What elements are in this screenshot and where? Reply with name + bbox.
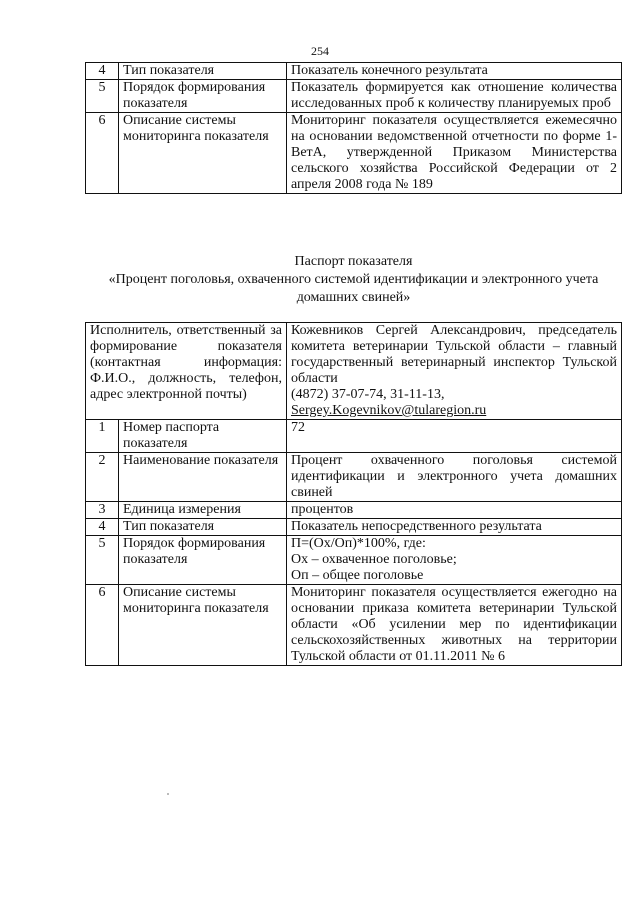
table-row	[86, 585, 622, 666]
executor-phone: (4872) 37-07-74, 31-11-13,	[291, 387, 445, 402]
row-label: Тип показателя	[119, 519, 287, 536]
row-label: Описание системы мониторинга показателя	[119, 585, 287, 666]
executor-value	[287, 323, 622, 420]
row-value: Мониторинг показателя осуществляется ежегодно на основании приказа комитета ветеринарии Тульской области «Об усилении мер по идентификации сельскохозяйственных животных на территории Тульской области от 01.11.2011 № 6	[287, 585, 622, 666]
row-number: 3	[86, 502, 119, 519]
executor-name: Кожевников Сергей Александрович, председатель комитета ветеринарии Тульской области – главный государственный ветеринарный инспектор Тульской области	[291, 323, 617, 386]
row-label: Порядок формирования показателя	[119, 536, 287, 585]
row-value: Показатель непосредственного результата	[287, 519, 622, 536]
table-row	[86, 502, 622, 519]
table-row	[86, 63, 622, 80]
row-value: Показатель формируется как отношение количества исследованных проб к количеству планируемых проб	[287, 80, 622, 113]
row-label: Наименование показателя	[119, 453, 287, 502]
row-value: Процент охваченного поголовья системой идентификации и электронного учета домашних свиней	[287, 453, 622, 502]
row-number: 4	[86, 63, 119, 80]
scan-speck	[167, 793, 169, 795]
formula-line: П=(Ох/Оп)*100%, где:	[291, 536, 426, 551]
table-row	[86, 536, 622, 585]
row-value: 72	[287, 420, 622, 453]
passport-heading: Паспорт показателя	[294, 254, 413, 269]
row-value: Мониторинг показателя осуществляется ежемесячно на основании ведомственной отчетности по форме 1-ВетА, утвержденной Приказом Министерства сельского хозяйства Российской Федерации от 2 апреля 2008 года № 189	[287, 113, 622, 194]
row-label: Описание системы мониторинга показателя	[119, 113, 287, 194]
row-number: 6	[86, 113, 119, 194]
table-row	[86, 453, 622, 502]
row-number: 5	[86, 536, 119, 585]
row-number: 4	[86, 519, 119, 536]
row-label: Номер паспорта показателя	[119, 420, 287, 453]
indicator-table-continued	[85, 62, 622, 194]
table-row	[86, 420, 622, 453]
row-value: Показатель конечного результата	[287, 63, 622, 80]
indicator-passport-table	[85, 322, 622, 666]
row-number: 1	[86, 420, 119, 453]
row-value	[287, 536, 622, 585]
row-value: процентов	[287, 502, 622, 519]
row-number: 5	[86, 80, 119, 113]
executor-label: Исполнитель, ответственный за формирование показателя (контактная информация: Ф.И.О., должность, телефон, адрес электронной почты)	[86, 323, 287, 420]
formula-line: Ох – охваченное поголовье;	[291, 552, 457, 567]
passport-subtitle: «Процент поголовья, охваченного системой идентификации и электронного учета домашних свиней»	[108, 272, 599, 305]
row-label: Порядок формирования показателя	[119, 80, 287, 113]
executor-email-link[interactable]: Sergey.Kogevnikov@tularegion.ru	[291, 403, 487, 418]
formula-line: Оп – общее поголовье	[291, 568, 424, 583]
table-row-executor	[86, 323, 622, 420]
row-label: Единица измерения	[119, 502, 287, 519]
row-number: 2	[86, 453, 119, 502]
row-number: 6	[86, 585, 119, 666]
table-row	[86, 80, 622, 113]
row-label: Тип показателя	[119, 63, 287, 80]
page-number: 254	[311, 44, 329, 58]
table-row	[86, 519, 622, 536]
table-row	[86, 113, 622, 194]
